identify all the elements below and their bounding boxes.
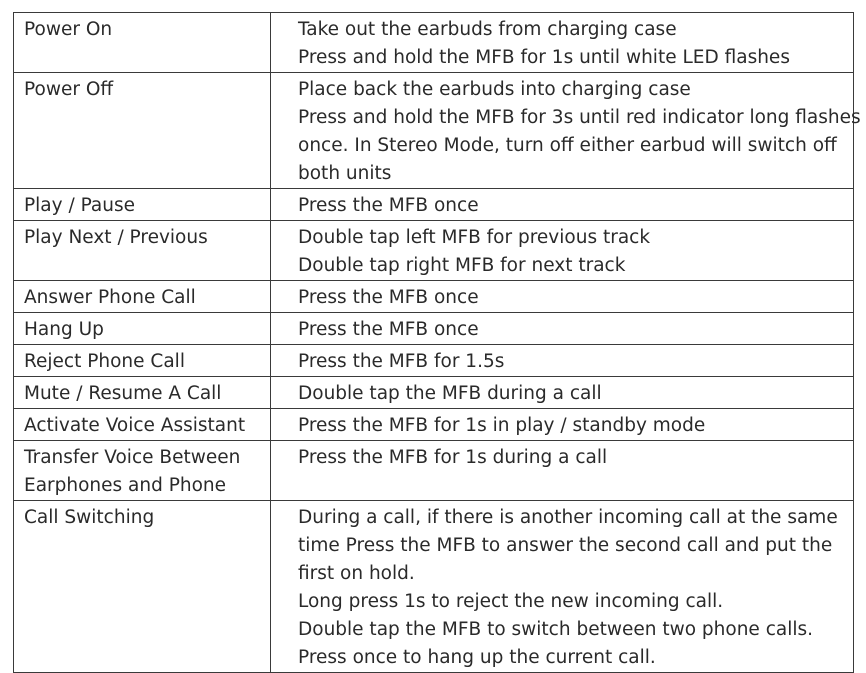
function-cell (14, 189, 271, 221)
function-label: Power On (24, 19, 113, 40)
operation-cell (271, 377, 854, 409)
operation-line: Press and hold the MFB for 3s until red indicator long flashes (298, 107, 861, 128)
operation-line: time Press the MFB to answer the second call and put the (298, 535, 833, 556)
operation-table (13, 12, 861, 673)
table-row (14, 189, 854, 221)
table-row (14, 281, 854, 313)
operation-line: Press the MFB once (298, 287, 479, 308)
table-row (14, 441, 854, 501)
function-label: Call Switching (24, 507, 155, 528)
operation-line: once. In Stereo Mode, turn off either earbud will switch off (298, 135, 837, 156)
operation-cell (271, 221, 854, 281)
operation-line: Press and hold the MFB for 1s until white LED flashes (298, 47, 790, 68)
table-row (14, 409, 854, 441)
operation-cell (271, 189, 854, 221)
function-label: Play Next / Previous (24, 227, 208, 248)
table-row (14, 377, 854, 409)
function-label: Power Off (24, 79, 114, 100)
function-cell (14, 221, 271, 281)
function-label: Transfer Voice Between (24, 447, 241, 468)
function-label: Mute / Resume A Call (24, 383, 222, 404)
operation-line: Press the MFB once (298, 195, 479, 216)
function-label: Earphones and Phone (24, 475, 227, 496)
operation-line: Press the MFB for 1.5s (298, 351, 505, 372)
table-row (14, 221, 854, 281)
operation-cell (271, 501, 854, 673)
function-cell (14, 409, 271, 441)
operation-cell (271, 313, 854, 345)
function-cell (14, 73, 271, 189)
operation-line: Double tap the MFB to switch between two phone calls. (298, 619, 814, 640)
operation-line: During a call, if there is another incoming call at the same (298, 507, 838, 528)
operation-line: Double tap the MFB during a call (298, 383, 602, 404)
function-cell (14, 345, 271, 377)
operation-cell (271, 13, 854, 73)
function-label: Hang Up (24, 319, 104, 340)
operation-line: Press the MFB for 1s in play / standby mode (298, 415, 706, 436)
table-row (14, 313, 854, 345)
operation-line: Press the MFB for 1s during a call (298, 447, 608, 468)
operation-cell (271, 73, 861, 189)
function-label: Play / Pause (24, 195, 135, 216)
function-label: Activate Voice Assistant (24, 415, 246, 436)
table-row (14, 501, 854, 673)
operation-line: Long press 1s to reject the new incoming call. (298, 591, 724, 612)
function-cell (14, 377, 271, 409)
operation-line: Double tap right MFB for next track (298, 255, 626, 276)
operation-line: Press the MFB once (298, 319, 479, 340)
operation-line: both units (298, 163, 392, 184)
function-cell (14, 441, 271, 501)
operation-cell (271, 409, 854, 441)
operation-line: Double tap left MFB for previous track (298, 227, 651, 248)
function-cell (14, 501, 271, 673)
function-cell (14, 281, 271, 313)
function-label: Answer Phone Call (24, 287, 196, 308)
table-row (14, 345, 854, 377)
function-cell (14, 313, 271, 345)
table-row (14, 73, 854, 189)
operation-line: Place back the earbuds into charging case (298, 79, 691, 100)
table-row (14, 13, 854, 73)
operation-line: first on hold. (298, 563, 415, 584)
operation-cell (271, 345, 854, 377)
operation-table-body (14, 13, 861, 673)
operation-cell (271, 441, 854, 501)
function-label: Reject Phone Call (24, 351, 185, 372)
function-cell (14, 13, 271, 73)
operation-line: Take out the earbuds from charging case (298, 19, 677, 40)
operation-cell (271, 281, 854, 313)
operation-line: Press once to hang up the current call. (298, 647, 656, 668)
